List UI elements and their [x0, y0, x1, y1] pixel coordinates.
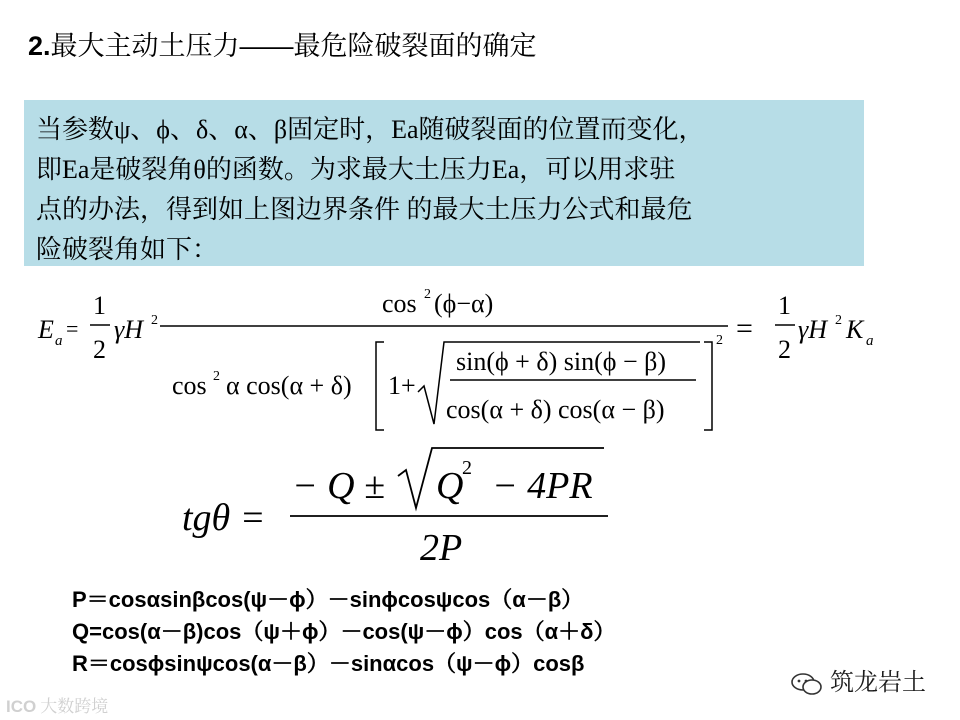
- ea-den-cos: cos: [172, 371, 207, 400]
- ea-rhs-sub: a: [866, 333, 874, 349]
- intro-line-2: 即Ea是破裂角θ的函数。为求最大土压力Ea，可以用求驻: [36, 155, 676, 184]
- definitions: [72, 584, 616, 680]
- intro-line-4: 险破裂角如下：: [36, 235, 219, 264]
- ea-E: E: [38, 315, 54, 344]
- ea-den-rest: α cos(α + δ): [226, 371, 352, 400]
- ea-num-arg: (ϕ−α): [434, 289, 494, 318]
- watermark-right: [790, 662, 926, 697]
- ea-rhs-K: K: [846, 315, 864, 344]
- ea-num-cos: cos: [382, 289, 417, 318]
- ea-den-sq: 2: [213, 369, 220, 384]
- theta-den: 2P: [420, 527, 463, 569]
- ea-left-bracket: [376, 342, 384, 430]
- watermark-left: [6, 692, 108, 717]
- ea-sub: a: [55, 333, 63, 349]
- ea-half-den: 2: [93, 335, 106, 364]
- definition-P: P＝cosαsinβcos(ψ－ϕ）－sinϕcosψcos（α－β）: [72, 587, 584, 612]
- ea-den-one: 1+: [388, 371, 416, 400]
- definition-R: R＝cosϕsinψcos(α－β）－sinαcos（ψ－ϕ）cosβ: [72, 651, 585, 676]
- ea-rhs-equals: =: [736, 312, 753, 345]
- ea-equals: =: [66, 316, 79, 341]
- ea-right-bracket: [704, 342, 712, 430]
- intro-line-1: 当参数ψ、ϕ、δ、α、β固定时，Ea随破裂面的位置而变化，: [36, 115, 705, 144]
- wechat-bubble-icon: [790, 671, 824, 697]
- title-number: 2.: [28, 31, 51, 61]
- ea-outer-sq: 2: [716, 333, 723, 348]
- watermark-left-text: 大数跨境: [40, 697, 109, 716]
- theta-num-pre: − Q ±: [292, 465, 385, 507]
- intro-line-3: 点的办法，得到如上图边界条件 的最大土压力公式和最危: [36, 195, 693, 224]
- ea-inner-num: sin(ϕ + δ) sin(ϕ − β): [456, 347, 666, 376]
- ea-rhs-den: 2: [778, 335, 791, 364]
- ea-rhs-gammaH: γH: [798, 315, 828, 344]
- ea-gammaH: γH: [114, 315, 144, 344]
- theta-lhs: tgθ =: [182, 497, 266, 539]
- title-text: 最大主动土压力——最危险破裂面的确定: [50, 31, 537, 61]
- ea-half-num: 1: [93, 291, 106, 320]
- ea-num-sq: 2: [424, 287, 431, 302]
- watermark-right-text: 筑龙岩土: [830, 669, 926, 696]
- formula-theta: [182, 448, 608, 569]
- ea-inner-den: cos(α + δ) cos(α − β): [446, 395, 665, 424]
- ea-rhs-num: 1: [778, 291, 791, 320]
- ea-sq: 2: [151, 313, 158, 328]
- watermark-logo: ICO: [6, 697, 37, 716]
- theta-root-sq: 2: [462, 457, 472, 479]
- definition-Q: Q=cos(α－β)cos（ψ＋ϕ）－cos(ψ－ϕ）cos（α＋δ）: [72, 619, 616, 644]
- formula-ea: [37, 287, 874, 430]
- theta-root-Q: Q: [436, 465, 464, 507]
- ea-rhs-sq: 2: [835, 313, 842, 328]
- theta-root-rest: − 4PR: [492, 465, 593, 507]
